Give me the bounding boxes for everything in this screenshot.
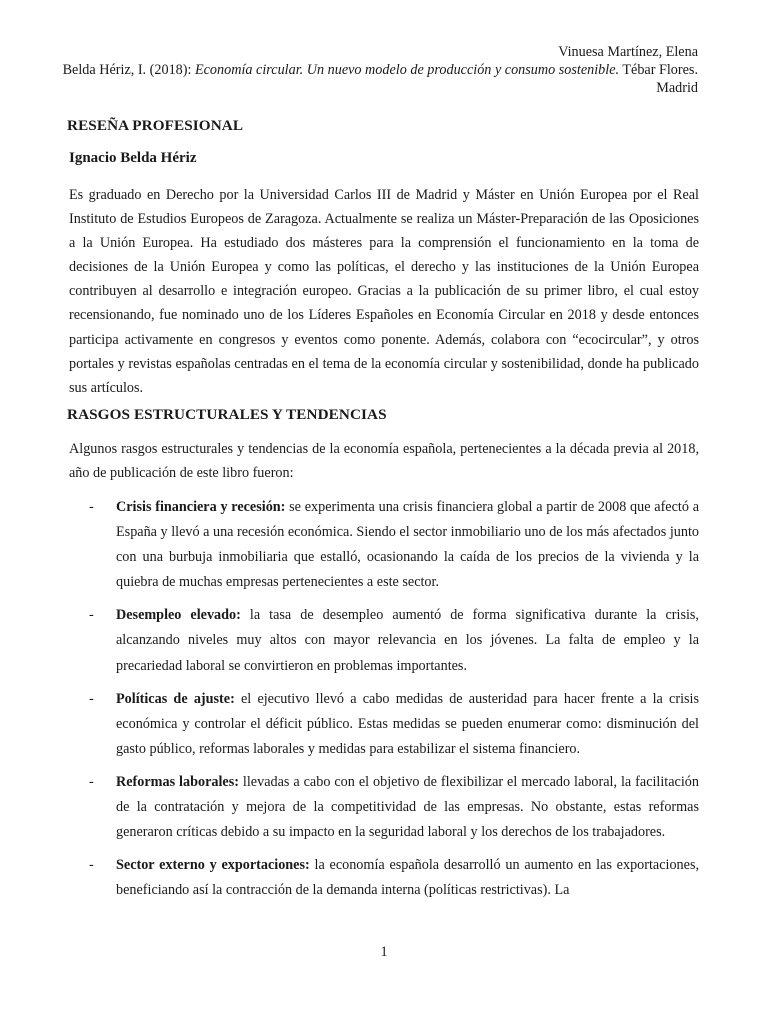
section-heading-resena: RESEÑA PROFESIONAL <box>67 117 244 134</box>
header-reference <box>58 61 698 97</box>
list-item-term: Sector externo y exportaciones: <box>116 857 310 874</box>
reference-publisher: Tébar Flores. Madrid <box>619 62 698 96</box>
list-item-text: la tasa de desempleo aumentó de forma significativa durante la crisis, alcanzando niveles muy altos con mayor relevancia en los jóvenes. La falta de empleo y la precariedad laboral se convirtieron en problemas importantes. <box>116 607 699 674</box>
reference-prefix: Belda Hériz, I. (2018): <box>62 62 195 78</box>
list-item-text: se experimenta una crisis financiera global a partir de 2008 que afectó a España y llevó a una recesión económica. Siendo el sector inmobiliario uno de los más afectados junto con una burbuja inmobiliaria que estalló, ocasionando la caída de los precios de la vivienda y la quiebra de muchas empresas pertenecientes a este sector. <box>116 499 699 591</box>
list-item-term: Desempleo elevado: <box>116 607 241 624</box>
section-heading-rasgos: RASGOS ESTRUCTURALES Y TENDENCIAS <box>67 406 387 423</box>
page-number: 1 <box>380 944 388 960</box>
list-item-term: Reformas laborales: <box>116 773 239 790</box>
list-item-term: Políticas de ajuste: <box>116 690 235 707</box>
page-header <box>58 43 698 97</box>
intro-paragraph: Algunos rasgos estructurales y tendencias de la economía española, pertenecientes a la década previa al 2018, año de publicación de este libro fueron: <box>69 441 699 482</box>
list-item-text: el ejecutivo llevó a cabo medidas de austeridad para hacer frente a la crisis económica y controlar el déficit público. Estas medidas se pueden enumerar como: disminución del gasto público, reformas laborales y medidas para estabilizar el sistema financiero. <box>116 690 699 757</box>
list-item-text: llevadas a cabo con el objetivo de flexibilizar el mercado laboral, la facilitación de la contratación y mejora de la competitividad de las empresas. No obstante, estas reformas generaron críticas debido a su impacto en la seguridad laboral y los derechos de los trabajadores. <box>116 773 699 841</box>
list-item <box>69 853 699 903</box>
trends-list <box>69 495 699 911</box>
author-bio-paragraph: Es graduado en Derecho por la Universidad Carlos III de Madrid y Máster en Unión Europea por el Real Instituto de Estudios Europeos de Zaragoza. Actualmente se realiza un Máster-Preparación de las Oposiciones a la Unión Europea. Ha estudiado dos másteres para la comprensión el funcionamiento en la toma de decisiones de la Unión Europea y como las políticas, el derecho y las instituciones de la Unión Europea contribuyen al desarrollo e integración europeo. Gracias a la publicación de su primer libro, el cual estoy recensionando, fue nominado uno de los Líderes Españoles en Economía Circular en 2018 y desde entonces participa activamente en congresos y eventos como ponente. Además, colabora con “ecocircular”, y otros portales y revistas españolas centradas en el tema de la economía circular y sostenibilidad, donde ha publicado sus artículos. <box>69 187 699 396</box>
bullet-dash: - <box>89 773 94 790</box>
list-item <box>69 687 699 762</box>
bullet-dash: - <box>89 499 94 515</box>
bullet-dash: - <box>89 857 94 874</box>
list-item <box>69 495 699 595</box>
list-item <box>69 770 699 845</box>
author-name: Ignacio Belda Hériz <box>69 150 197 166</box>
list-item-text: la economía española desarrolló un aumento en las exportaciones, beneficiando así la contracción de la demanda interna (políticas restrictivas). La <box>116 857 700 899</box>
reference-book-title: Economía circular. Un nuevo modelo de producción y consumo sostenible. <box>194 62 620 78</box>
bullet-dash: - <box>89 690 94 707</box>
header-authors: Vinuesa Martínez, Elena <box>558 44 698 60</box>
list-item-term: Crisis financiera y recesión: <box>116 499 286 515</box>
bullet-dash: - <box>89 607 94 624</box>
list-item <box>69 603 699 678</box>
